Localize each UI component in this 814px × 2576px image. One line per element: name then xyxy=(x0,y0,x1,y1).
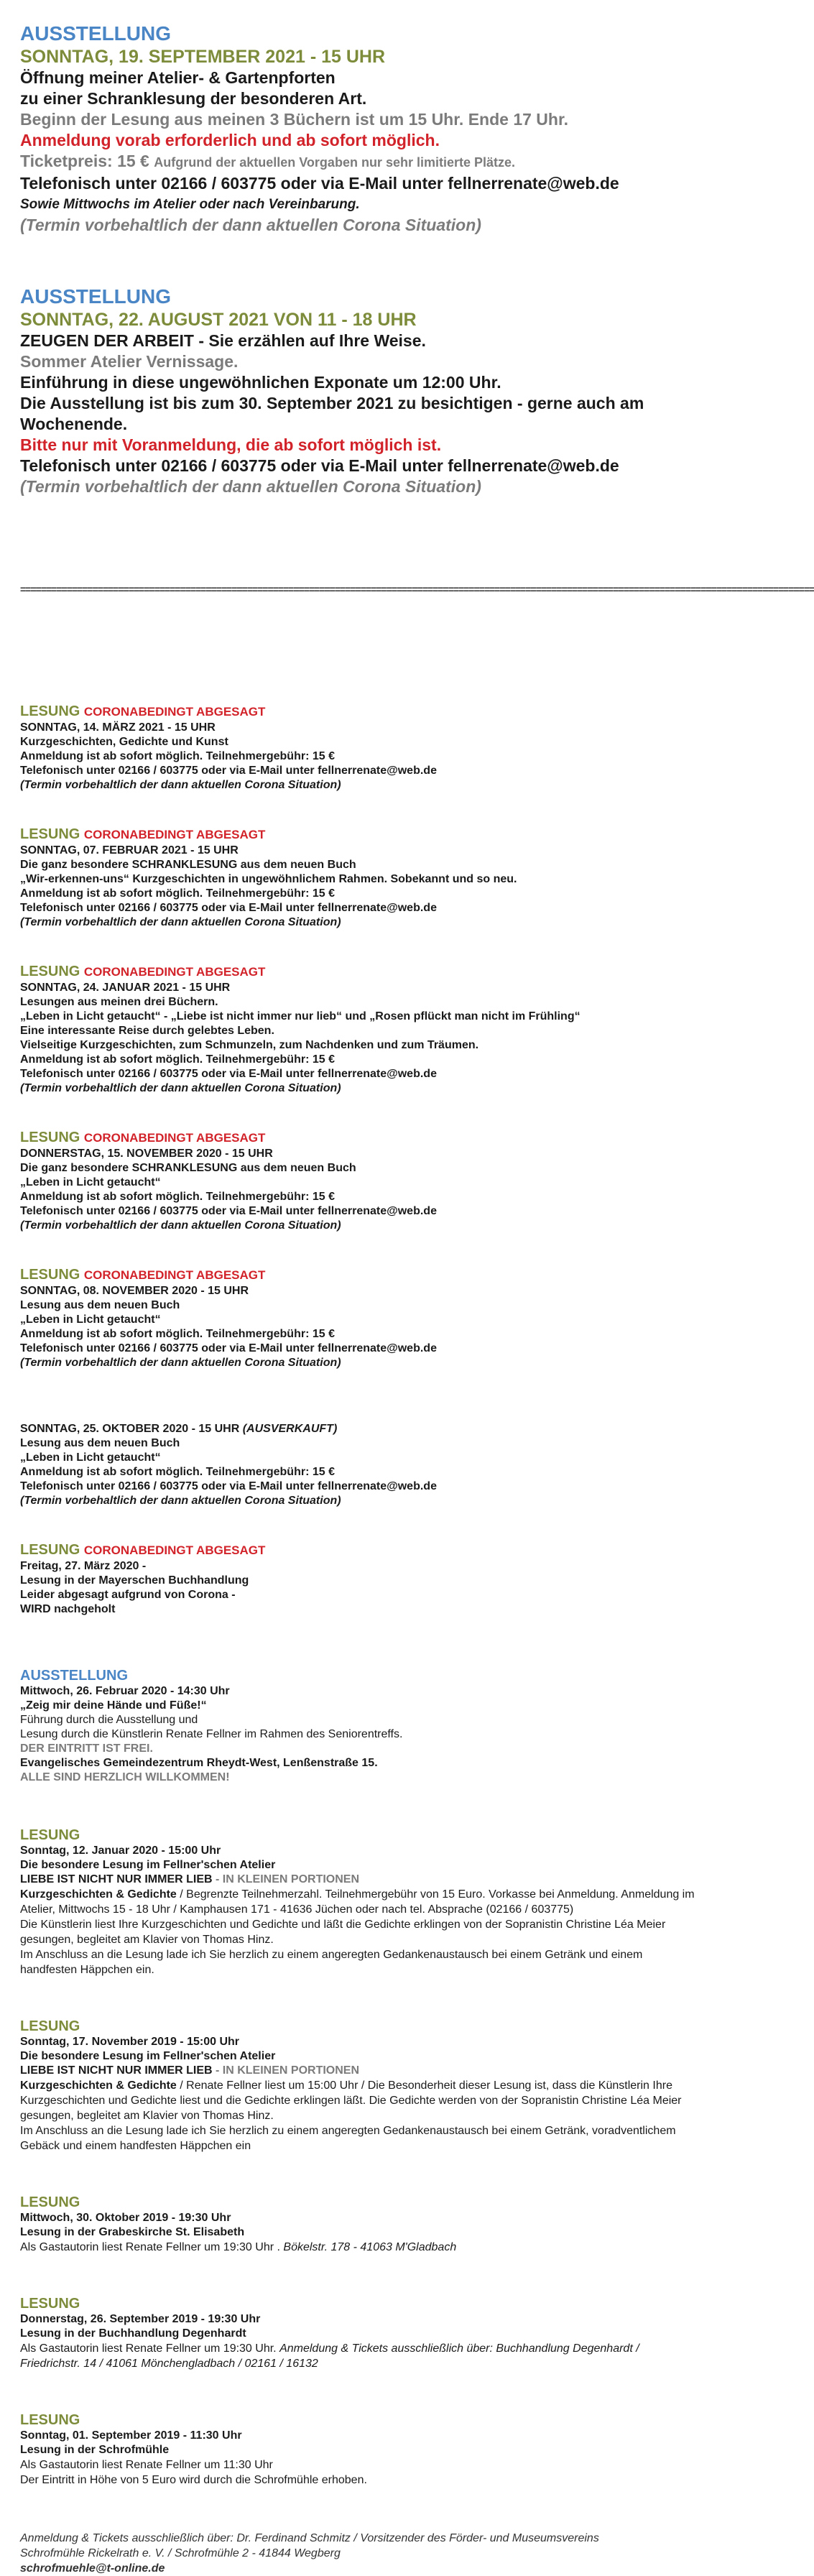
section-heading: AUSSTELLUNG xyxy=(20,22,171,45)
text-line: SONNTAG, 24. JANUAR 2021 - 15 UHR xyxy=(20,982,231,994)
text-line: Sommer Atelier Vernissage. xyxy=(20,352,239,371)
corona-note: (Termin vorbehaltlich der dann aktuellen Corona Situation) xyxy=(20,916,341,928)
contact-line: Telefonisch unter 02166 / 603775 oder via E-Mail unter fellnerrenate@web.de xyxy=(20,765,437,777)
event-date: Sonntag, 17. November 2019 - 15:00 Uhr xyxy=(20,2036,239,2048)
event-jan-2020 xyxy=(20,1827,698,1977)
text-line: Der Eintritt in Höhe von 5 Euro wird durch die Schrofmühle erhoben. xyxy=(20,2474,367,2486)
text-line: Als Gastautorin liest Renate Fellner um 11:30 Uhr xyxy=(20,2459,273,2471)
description xyxy=(20,2078,698,2123)
event-oct-2020 xyxy=(20,1422,698,1508)
ticket-note: Aufgrund der aktuellen Vorgaben nur sehr limitierte Plätze. xyxy=(154,155,516,170)
description-text: Als Gastautorin liest Renate Fellner um 19:30 Uhr. xyxy=(20,2342,280,2355)
ticket-price-line xyxy=(20,151,698,173)
text-line: Führung durch die Ausstellung und xyxy=(20,1714,198,1726)
event-nov15-2020 xyxy=(20,1129,698,1233)
address: Bökelstr. 178 - 41063 M'Gladbach xyxy=(283,2241,457,2253)
separator-line: ========================================================================================================================================================== xyxy=(20,583,814,595)
event-date: Sonntag, 12. Januar 2020 - 15:00 Uhr xyxy=(20,1845,221,1857)
event-status: CORONABEDINGT ABGESAGT xyxy=(83,1268,266,1282)
book-line xyxy=(20,2064,698,2078)
event-status: CORONABEDINGT ABGESAGT xyxy=(83,965,266,979)
description-text: / Begrenzte Teilnehmerzahl. Teilnehmergebühr von 15 Euro. Vorkasse bei Anmeldung. Anmeldung im Atelier, Mittwochs 15 - 18 Uhr / Kamphausen 171 - 41636 Jüchen oder nach tel. Absprache (02166 / 603775) xyxy=(20,1888,695,1916)
paragraph: Die Künstlerin liest Ihre Kurzgeschichten und Gedichte und läßt die Gedichte erklingen von der Sopranistin Christine Léa Meier gesungen, begleitet am Klavier von Thomas Hinz. xyxy=(20,1919,666,1946)
event-status: CORONABEDINGT ABGESAGT xyxy=(83,1131,266,1145)
registration-note: Bitte nur mit Voranmeldung, die ab sofort möglich ist. xyxy=(20,435,442,454)
book-line xyxy=(20,1873,698,1887)
text-line: DONNERSTAG, 15. NOVEMBER 2020 - 15 UHR xyxy=(20,1148,273,1160)
event-type: LESUNG xyxy=(20,1542,80,1558)
text-line: Die ganz besondere SCHRANKLESUNG aus dem neuen Buch xyxy=(20,1162,356,1174)
event-type: LESUNG xyxy=(20,2296,80,2312)
text-line: Mittwoch, 26. Februar 2020 - 14:30 Uhr xyxy=(20,1685,230,1697)
paragraph: Im Anschluss an die Lesung lade ich Sie herzlich zu einem angeregten Gedankenaustausch bei einem Getränk und einem handfesten Häppchen ein. xyxy=(20,1949,643,1976)
text-line: Lesung aus dem neuen Buch xyxy=(20,1299,180,1311)
contact-line: Telefonisch unter 02166 / 603775 oder via E-Mail unter fellnerrenate@web.de xyxy=(20,1205,437,1217)
text-line: Anmeldung ist ab sofort möglich. Teilnehmergebühr: 15 € xyxy=(20,887,335,900)
text-line: „Wir-erkennen-uns“ Kurzgeschichten in ungewöhnlichem Rahmen. Sobekannt und so neu. xyxy=(20,873,517,885)
text-line: SONNTAG, 14. MÄRZ 2021 - 15 UHR xyxy=(20,721,216,734)
text-line: Anmeldung ist ab sofort möglich. Teilnehmergebühr: 15 € xyxy=(20,750,335,762)
text-line: Leider abgesagt aufgrund von Corona - xyxy=(20,1589,236,1601)
text-line: „Leben in Licht getaucht“ - „Liebe ist nicht immer nur lieb“ und „Rosen pflückt man nicht im Frühling“ xyxy=(20,1010,581,1022)
text-line: Beginn der Lesung aus meinen 3 Büchern ist um 15 Uhr. Ende 17 Uhr. xyxy=(20,110,569,129)
text-line: zu einer Schranklesung der besonderen Art. xyxy=(20,89,367,108)
ticket-price: Ticketpreis: 15 € xyxy=(20,152,154,170)
text-line: Lesungen aus meinen drei Büchern. xyxy=(20,996,218,1008)
corona-note: (Termin vorbehaltlich der dann aktuellen Corona Situation) xyxy=(20,1082,341,1094)
registration-note: Anmeldung vorab erforderlich und ab sofort möglich. xyxy=(20,131,440,149)
event-date-line xyxy=(20,1422,698,1436)
event-status: CORONABEDINGT ABGESAGT xyxy=(83,1543,266,1557)
text-line: Anmeldung ist ab sofort möglich. Teilnehmergebühr: 15 € xyxy=(20,1466,335,1478)
text-line: Anmeldung ist ab sofort möglich. Teilnehmergebühr: 15 € xyxy=(20,1328,335,1340)
event-jan-2021 xyxy=(20,963,698,1096)
event-oct-2019 xyxy=(20,2194,698,2255)
footer xyxy=(20,2531,698,2576)
text-line: Lesung in der Mayerschen Buchhandlung xyxy=(20,1574,249,1587)
book-title: LIEBE IST NICHT NUR IMMER LIEB xyxy=(20,2064,213,2077)
event-sep26-2019 xyxy=(20,2295,698,2371)
text-line: Lesung durch die Künstlerin Renate Fellner im Rahmen des Seniorentreffs. xyxy=(20,1728,403,1740)
text-line: WIRD nachgeholt xyxy=(20,1603,116,1615)
genre: Kurzgeschichten & Gedichte xyxy=(20,2079,177,2092)
venue: Lesung in der Buchhandlung Degenhardt xyxy=(20,2327,246,2340)
event-status: CORONABEDINGT ABGESAGT xyxy=(83,828,266,841)
address: Anmeldung & Tickets ausschließlich über: Buchhandlung Degenhardt / Friedrichstr. 14 / 41061 Mönchengladbach / 02161 / 16132 xyxy=(20,2342,639,2370)
contact-line: Telefonisch unter 02166 / 603775 oder via E-Mail unter fellnerrenate@web.de xyxy=(20,456,619,475)
contact-line: Telefonisch unter 02166 / 603775 oder via E-Mail unter fellnerrenate@web.de xyxy=(20,1480,437,1492)
contact-line: Telefonisch unter 02166 / 603775 oder via E-Mail unter fellnerrenate@web.de xyxy=(20,1068,437,1080)
corona-note: (Termin vorbehaltlich der dann aktuellen Corona Situation) xyxy=(20,779,341,791)
event-date: SONNTAG, 19. SEPTEMBER 2021 - 15 UHR xyxy=(20,47,386,67)
text-line: Sowie Mittwochs im Atelier oder nach Vereinbarung. xyxy=(20,197,360,212)
text-line: Öffnung meiner Atelier- & Gartenpforten xyxy=(20,68,336,87)
exhibition-aug-2021 xyxy=(20,285,698,497)
event-date: Mittwoch, 30. Oktober 2019 - 19:30 Uhr xyxy=(20,2212,231,2224)
soldout-badge: (AUSVERKAUFT) xyxy=(242,1423,338,1435)
event-type: LESUNG xyxy=(20,2194,80,2210)
corona-note: (Termin vorbehaltlich der dann aktuellen Corona Situation) xyxy=(20,477,481,496)
contact-line: Telefonisch unter 02166 / 603775 oder via E-Mail unter fellnerrenate@web.de xyxy=(20,174,619,193)
event-date: Sonntag, 01. September 2019 - 11:30 Uhr xyxy=(20,2429,242,2442)
corona-note: (Termin vorbehaltlich der dann aktuellen Corona Situation) xyxy=(20,1219,341,1232)
corona-note: (Termin vorbehaltlich der dann aktuellen Corona Situation) xyxy=(20,216,481,234)
text-line: „Zeig mir deine Hände und Füße!“ xyxy=(20,1699,207,1712)
event-type: AUSSTELLUNG xyxy=(20,1668,128,1684)
venue: Lesung in der Schrofmühle xyxy=(20,2444,170,2456)
footer-line: Schrofmühle Rickelrath e. V. / Schrofmühle 2 - 41844 Wegberg xyxy=(20,2547,341,2559)
venue: Evangelisches Gemeindezentrum Rheydt-West, Lenßenstraße 15. xyxy=(20,1757,378,1769)
text-line: Die ganz besondere SCHRANKLESUNG aus dem neuen Buch xyxy=(20,859,356,871)
event-type: LESUNG xyxy=(20,2018,80,2034)
event-type: LESUNG xyxy=(20,1267,80,1283)
text-line: Anmeldung ist ab sofort möglich. Teilnehmergebühr: 15 € xyxy=(20,1191,335,1203)
event-type: LESUNG xyxy=(20,2412,80,2428)
text-line: „Leben in Licht getaucht“ xyxy=(20,1451,161,1464)
event-date: Donnerstag, 26. September 2019 - 19:30 Uhr xyxy=(20,2313,261,2325)
description xyxy=(20,2341,698,2371)
text-line: SONNTAG, 07. FEBRUAR 2021 - 15 UHR xyxy=(20,844,239,857)
text-line: Eine interessante Reise durch gelebtes Leben. xyxy=(20,1025,274,1037)
contact-line: Telefonisch unter 02166 / 603775 oder via E-Mail unter fellnerrenate@web.de xyxy=(20,1342,437,1354)
footer-line: Anmeldung & Tickets ausschließlich über: Dr. Ferdinand Schmitz / Vorsitzender des Förder- und Museumsvereins xyxy=(20,2532,599,2544)
event-feb-2021 xyxy=(20,826,698,930)
text-line: Die Ausstellung ist bis zum 30. September 2021 zu besichtigen - gerne auch am Wochenende. xyxy=(20,394,644,433)
contact-line: Telefonisch unter 02166 / 603775 oder via E-Mail unter fellnerrenate@web.de xyxy=(20,902,437,914)
welcome-note: ALLE SIND HERZLICH WILLKOMMEN! xyxy=(20,1771,230,1783)
event-type: LESUNG xyxy=(20,703,80,719)
event-mar-2021 xyxy=(20,703,698,793)
book-title: LIEBE IST NICHT NUR IMMER LIEB xyxy=(20,1873,213,1885)
text-line: Die besondere Lesung im Fellner'schen Atelier xyxy=(20,2050,276,2062)
exhibition-sep-2021 xyxy=(20,22,698,236)
text-line: Anmeldung ist ab sofort möglich. Teilnehmergebühr: 15 € xyxy=(20,1053,335,1066)
description-text: Als Gastautorin liest Renate Fellner um 19:30 Uhr . xyxy=(20,2241,284,2253)
event-mar-2020 xyxy=(20,1541,698,1617)
corona-note: (Termin vorbehaltlich der dann aktuellen Corona Situation) xyxy=(20,1357,341,1369)
text-line: SONNTAG, 08. NOVEMBER 2020 - 15 UHR xyxy=(20,1285,249,1297)
genre: Kurzgeschichten & Gedichte xyxy=(20,1888,177,1901)
book-subtitle: - IN KLEINEN PORTIONEN xyxy=(212,1873,360,1885)
email-link[interactable]: schrofmuehle@t-online.de xyxy=(20,2562,165,2575)
text-line: ZEUGEN DER ARBEIT - Sie erzählen auf Ihre Weise. xyxy=(20,331,426,350)
section-heading: AUSSTELLUNG xyxy=(20,285,171,308)
event-type: LESUNG xyxy=(20,826,80,842)
event-date: SONNTAG, 25. OKTOBER 2020 - 15 UHR xyxy=(20,1423,243,1435)
venue: Lesung in der Grabeskirche St. Elisabeth xyxy=(20,2226,245,2238)
event-nov08-2020 xyxy=(20,1266,698,1370)
text-line: Einführung in diese ungewöhnlichen Exponate um 12:00 Uhr. xyxy=(20,373,501,392)
event-sep01-2019 xyxy=(20,2411,698,2488)
description xyxy=(20,2240,698,2255)
book-subtitle: - IN KLEINEN PORTIONEN xyxy=(212,2064,360,2077)
text-line: Vielseitige Kurzgeschichten, zum Schmunzeln, zum Nachdenken und zum Träumen. xyxy=(20,1039,479,1051)
text-line: Freitag, 27. März 2020 - xyxy=(20,1560,147,1572)
event-status: CORONABEDINGT ABGESAGT xyxy=(83,705,266,719)
description xyxy=(20,1887,698,1917)
text-line: Lesung aus dem neuen Buch xyxy=(20,1437,180,1449)
text-line: „Leben in Licht getaucht“ xyxy=(20,1176,161,1188)
event-type: LESUNG xyxy=(20,1130,80,1145)
event-date: SONNTAG, 22. AUGUST 2021 VON 11 - 18 UHR xyxy=(20,310,417,330)
event-type: LESUNG xyxy=(20,1827,80,1843)
free-entry: DER EINTRITT IST FREI. xyxy=(20,1742,153,1755)
event-feb-2020 xyxy=(20,1667,698,1785)
text-line: Kurzgeschichten, Gedichte und Kunst xyxy=(20,736,228,748)
event-type: LESUNG xyxy=(20,964,80,979)
paragraph: Im Anschluss an die Lesung lade ich Sie herzlich zu einem angeregten Gedankenaustausch bei einem Getränk, voradventlichem Gebäck und einem handfesten Häppchen ein xyxy=(20,2125,676,2152)
description-text: / Renate Fellner liest um 15:00 Uhr / Die Besonderheit dieser Lesung ist, dass die Künstlerin Ihre Kurzgeschichten und Gedichte liest und die Gedichte erklingen läßt. Die Gedichte werden von der Sopranistin Christine Léa Meier gesungen, begleitet am Klavier von Thomas Hinz. xyxy=(20,2079,682,2122)
text-line: „Leben in Licht getaucht“ xyxy=(20,1314,161,1326)
corona-note: (Termin vorbehaltlich der dann aktuellen Corona Situation) xyxy=(20,1495,341,1507)
text-line: Die besondere Lesung im Fellner'schen Atelier xyxy=(20,1859,276,1871)
event-nov-2019 xyxy=(20,2018,698,2153)
